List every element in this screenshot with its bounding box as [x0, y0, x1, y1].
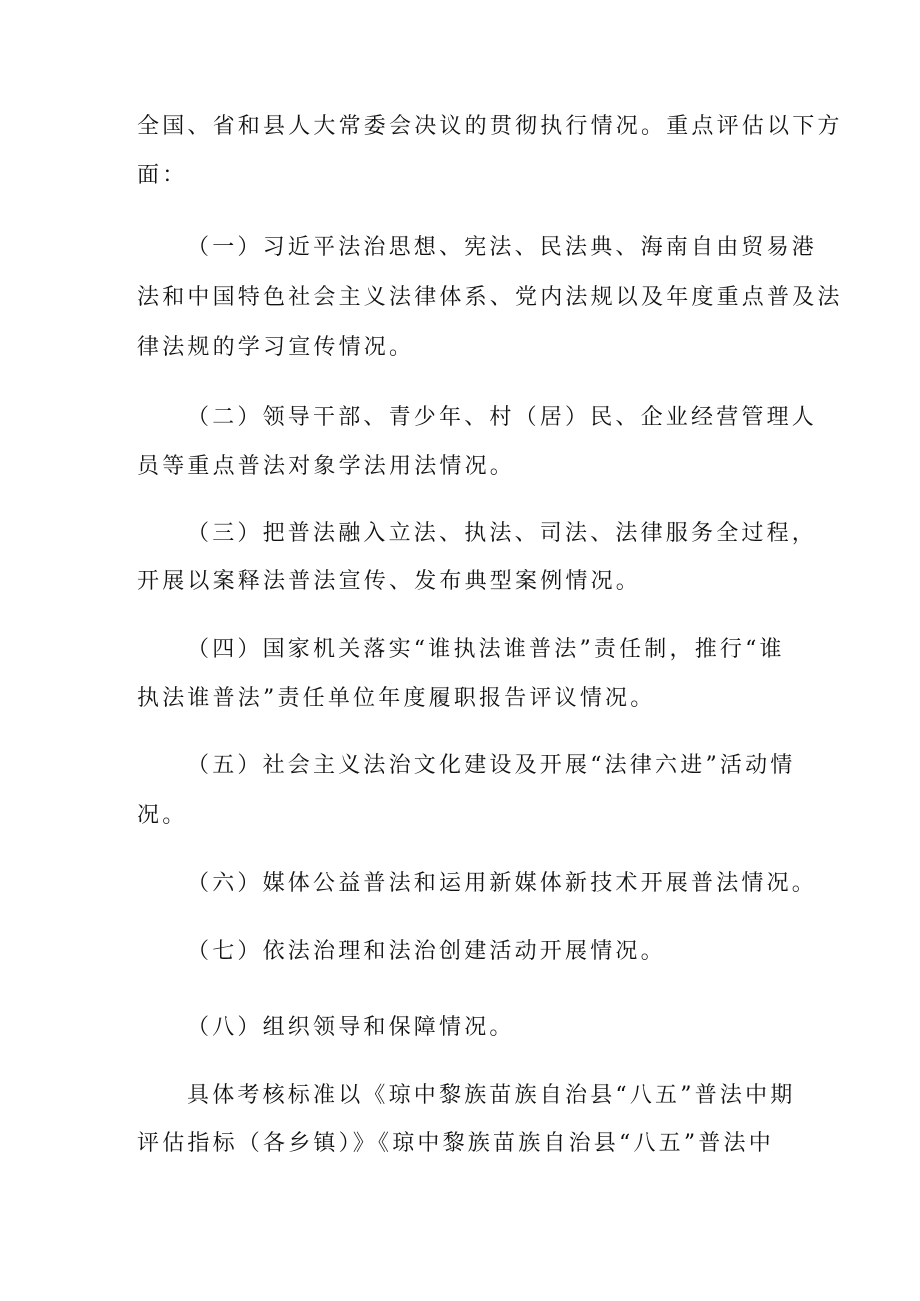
paragraph-standard-line: 具体考核标准以《琼中黎族苗族自治县“八五”普法中期 [187, 1083, 796, 1108]
item-1-line: 法和中国特色社会主义法律体系、党内法规以及年度重点普及法 [137, 285, 843, 310]
item-1-line: （一）习近平法治思想、宪法、民法典、海南自由贸易港 [187, 235, 818, 260]
item-5-line: 况。 [137, 803, 188, 828]
paragraph-standard-line: 评估指标（各乡镇）》《琼中黎族苗族自治县“八五”普法中 [137, 1131, 774, 1156]
item-4-line: 执法谁普法”责任单位年度履职报告评议情况。 [137, 686, 656, 711]
item-1-line: 律法规的学习宣传情况。 [137, 335, 415, 360]
item-2-line: 员等重点普法对象学法用法情况。 [137, 454, 516, 479]
item-8-line: （八）组织领导和保障情况。 [187, 1015, 515, 1040]
item-3-line: 开展以案释法普法宣传、发布典型案例情况。 [137, 569, 642, 594]
item-6-line: （六）媒体公益普法和运用新媒体新技术开展普法情况。 [187, 871, 818, 896]
paragraph-intro-line: 面： [137, 163, 188, 188]
item-3-line: （三）把普法融入立法、执法、司法、法律服务全过程， [187, 521, 818, 546]
paragraph-intro-line: 全国、省和县人大常委会决议的贯彻执行情况。重点评估以下方 [137, 114, 843, 139]
item-4-line: （四）国家机关落实“谁执法谁普法”责任制，推行“谁 [187, 637, 785, 662]
item-5-line: （五）社会主义法治文化建设及开展“法律六进”活动情 [187, 753, 796, 778]
item-2-line: （二）领导干部、青少年、村（居）民、企业经营管理人 [187, 405, 818, 430]
item-7-line: （七）依法治理和法治创建活动开展情况。 [187, 939, 666, 964]
